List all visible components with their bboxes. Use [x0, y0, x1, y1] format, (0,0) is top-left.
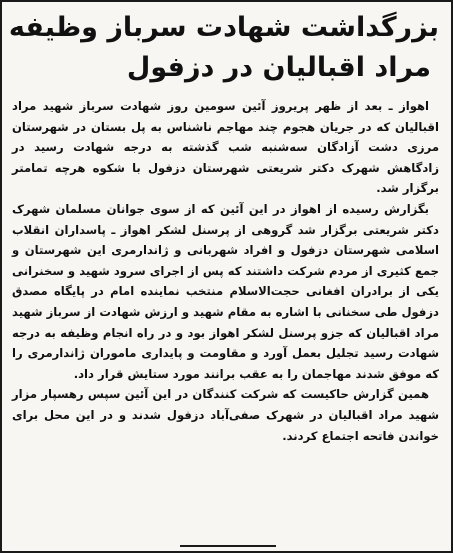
paragraph-2: بگزارش رسیده از اهواز در این آئین که از سوی جوانان مسلمان شهرک دکتر شریعتی برگزار شد گروهی از پرسنل لشکر اهواز ـ پاسداران انقلاب اسلامی شهرستان دزفول و افراد شهربانی و ژاندارمری این شهرستان و جمع کثیری از مردم شرکت داشتند که پس از اجرای سرود شهید و سخنرانی یکی از برادران افغانی حجت‌الاسلام منتخب نماینده امام در پایگاه مصدق دزفول طی سخنانی با اشاره به مقام شهید و ارزش شهادت از سرباز شهید مراد اقبالیان که جزو پرسنل لشکر اهواز بود و در راه انجام وظیفه به درجه شهادت رسید تجلیل بعمل آورد و مقاومت و پایداری ماموران ژاندارمری را که موفق شدند مهاجمان را به عقب برانند مورد ستایش قرار داد. — [12, 201, 439, 381]
headline-line-1: بزرگداشت شهادت سرباز وظیفه — [8, 12, 439, 43]
paragraph-1: اهواز ـ بعد از ظهر پریروز آئین سومین روز شهادت سرباز شهید مراد اقبالیان که در جریان هجوم چند مهاجم ناشناس به پل بستان در شهرستان مرزی دشت آزادگان سه‌شنبه شب گذشته به درجه شهادت رسید در زادگاهش شهرک دکتر شریعتی شهرستان دزفول با شکوه هرچه تمامتر برگزار شد. — [12, 99, 439, 196]
end-rule — [180, 545, 276, 547]
paragraph-3: همین گزارش حاکیست که شرکت کنندگان در این آئین سپس رهسپار مزار شهید مراد اقبالیان در شهرک صفی‌آباد دزفول شدند و در این محل برای خواندن فاتحه اجتماع کردند. — [12, 387, 439, 443]
headline — [2, 2, 451, 88]
headline-line-2: مراد اقبالیان در دزفول — [126, 52, 431, 83]
article-body — [2, 88, 451, 446]
